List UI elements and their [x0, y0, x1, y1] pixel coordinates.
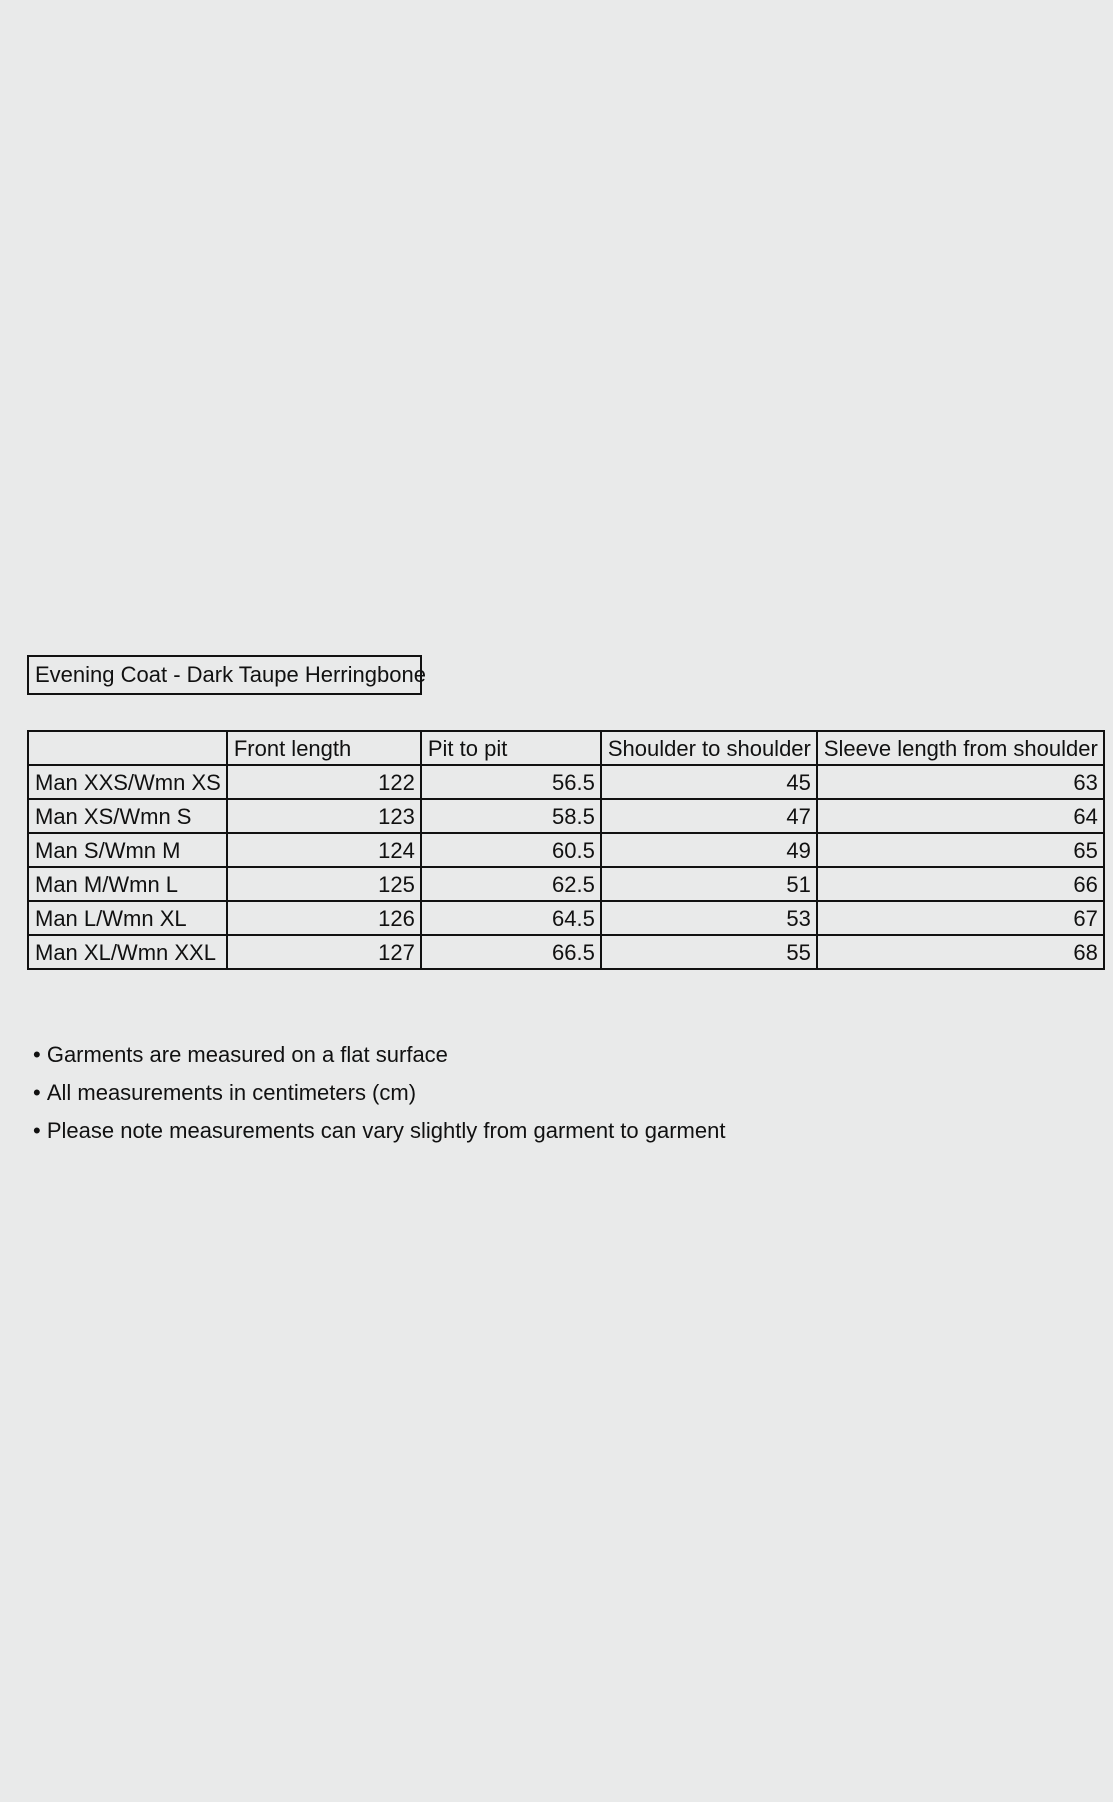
sleeve-length-cell: 68: [817, 935, 1104, 969]
size-cell: Man XS/Wmn S: [28, 799, 227, 833]
pit-to-pit-cell: 62.5: [421, 867, 601, 901]
table-row: [28, 935, 1104, 969]
front-length-cell: 125: [227, 867, 421, 901]
shoulder-cell: 47: [601, 799, 817, 833]
table-row: [28, 901, 1104, 935]
front-length-cell: 127: [227, 935, 421, 969]
shoulder-cell: 45: [601, 765, 817, 799]
header-front-length: Front length: [227, 731, 421, 765]
front-length-cell: 126: [227, 901, 421, 935]
table-row: [28, 833, 1104, 867]
note-item: • Garments are measured on a flat surface: [33, 1036, 725, 1074]
table-row: [28, 765, 1104, 799]
pit-to-pit-cell: 60.5: [421, 833, 601, 867]
front-length-cell: 123: [227, 799, 421, 833]
pit-to-pit-cell: 58.5: [421, 799, 601, 833]
size-cell: Man XXS/Wmn XS: [28, 765, 227, 799]
shoulder-cell: 51: [601, 867, 817, 901]
shoulder-cell: 49: [601, 833, 817, 867]
shoulder-cell: 55: [601, 935, 817, 969]
note-item: • All measurements in centimeters (cm): [33, 1074, 725, 1112]
header-shoulder-to-shoulder: Shoulder to shoulder: [601, 731, 817, 765]
table-header-row: [28, 731, 1104, 765]
sleeve-length-cell: 64: [817, 799, 1104, 833]
shoulder-cell: 53: [601, 901, 817, 935]
front-length-cell: 122: [227, 765, 421, 799]
table-row: [28, 799, 1104, 833]
header-sleeve-length: Sleeve length from shoulder: [817, 731, 1104, 765]
pit-to-pit-cell: 56.5: [421, 765, 601, 799]
pit-to-pit-cell: 66.5: [421, 935, 601, 969]
size-cell: Man L/Wmn XL: [28, 901, 227, 935]
front-length-cell: 124: [227, 833, 421, 867]
size-cell: Man XL/Wmn XXL: [28, 935, 227, 969]
sleeve-length-cell: 65: [817, 833, 1104, 867]
table-row: [28, 867, 1104, 901]
header-size: [28, 731, 227, 765]
sleeve-length-cell: 67: [817, 901, 1104, 935]
sleeve-length-cell: 63: [817, 765, 1104, 799]
size-cell: Man M/Wmn L: [28, 867, 227, 901]
size-cell: Man S/Wmn M: [28, 833, 227, 867]
pit-to-pit-cell: 64.5: [421, 901, 601, 935]
note-item: • Please note measurements can vary slightly from garment to garment: [33, 1112, 725, 1150]
product-title: Evening Coat - Dark Taupe Herringbone: [27, 655, 422, 695]
measurement-notes: [33, 1036, 725, 1150]
header-pit-to-pit: Pit to pit: [421, 731, 601, 765]
size-chart-table: [27, 730, 1105, 970]
sleeve-length-cell: 66: [817, 867, 1104, 901]
